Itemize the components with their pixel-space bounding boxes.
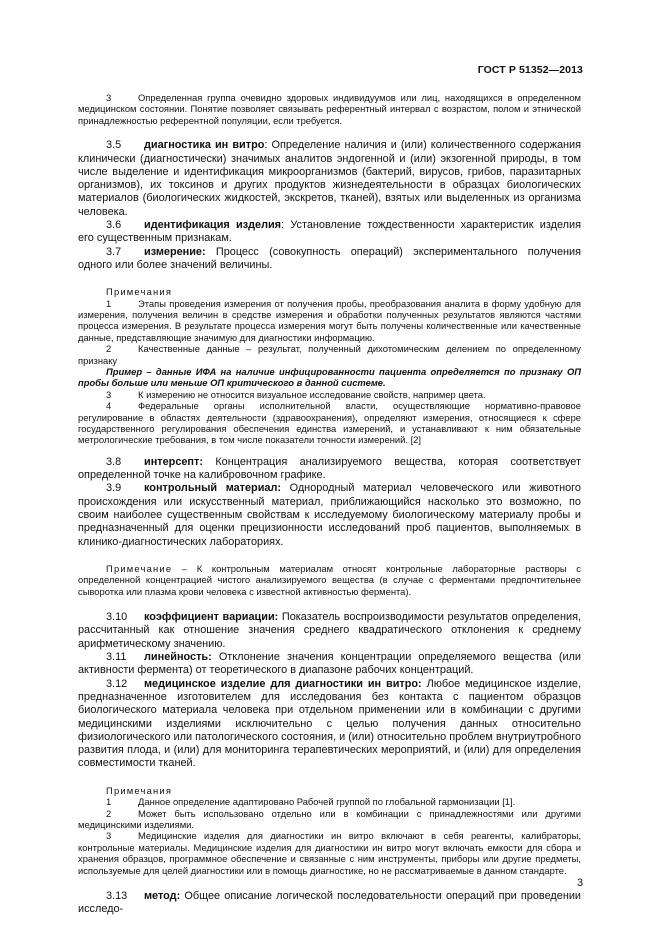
term-3-8 [78, 456, 581, 483]
term-name: измерение: [144, 245, 206, 258]
single-note-text: – К контрольным материалам относят контрольные лабораторные растворы с определенной концентрацией чистого анализируемого вещества (в случае с ферментами предпочтительнее сыворотка или плазма крови человека с известной активностью фермента). [78, 562, 581, 597]
term-definition: Однородный материал человеческого или животного происхождения или искусственный материал, приближающийся насколько это возможно, по своим наиболее существенным свойствам к исследуемому биологическому материалу пробы и предназначенный для оценки прецизионности исследований проб пациентов, выполняемых в клинико-диагностических лабораториях. [78, 482, 581, 548]
notes-heading-1: Примечания [106, 286, 173, 298]
note-text: Качественные данные – результат, полученный дихотомическим делением по определенному признаку [78, 343, 581, 366]
term-number: 3.12 [106, 677, 128, 690]
term-definition: Показатель воспроизводимости результатов определения, рассчитанный как отношение значения среднего квадратического отклонения к среднему арифметическому значению. [78, 611, 581, 650]
standard-header: ГОСТ Р 51352—2013 [477, 64, 583, 76]
note-1-3 [78, 389, 581, 400]
term-3-9 [78, 482, 581, 548]
term-3-10 [78, 611, 581, 651]
term-definition: Концентрация анализируемого вещества, которая соответствует определенной точке на калибровочном графике. [78, 455, 581, 482]
note-number: 4 [106, 400, 112, 412]
term-number: 3.11 [106, 651, 127, 664]
term-number: 3.10 [106, 611, 128, 624]
term-name: линейность: [144, 651, 212, 664]
term-name: коэффициент вариации: [144, 611, 279, 624]
term-name: медицинское изделие для диагностики ин витро: [144, 677, 422, 690]
note-text: Федеральные органы исполнительной власти, осуществляющие нормативно-правовое регулирование в областях деятельности (здравоохранения), определяют измерения, относящиеся к сфере государственного регулирования обеспечения единства измерений, и устанавливают к ним обязательные метрологические требования, в том числе показатели точности измерений. [2] [78, 400, 581, 446]
note-2-3 [78, 830, 581, 876]
intro-note [78, 92, 581, 126]
term-definition: Отклонение значения концентрации определяемого вещества (или активности фермента) от теоретического в диапазоне рабочих концентраций. [78, 651, 581, 677]
note-1-4 [78, 400, 581, 446]
term-definition: : Определение наличия и (или) количественного содержания клинически (диагностически) значимых аналитов эндогенной и (или) экзогенной природы, в том числе выделение и идентификация микроорганизмов (бактерий, вирусов, грибов, паразитарных организмов), их токсинов и других продуктов жизнедеятельности в образцах биологических материалов (биологических жидкостей, экскретов, тканей), взятых или выделенных из организма человека. [78, 139, 582, 218]
note-number: 2 [106, 807, 112, 819]
note-1-2 [78, 343, 581, 366]
note-2-2 [78, 808, 581, 831]
note-number: 2 [106, 343, 112, 355]
term-name: интерсепт: [144, 455, 203, 468]
note-number: 3 [106, 830, 112, 842]
term-3-13 [78, 890, 581, 917]
term-number: 3.5 [106, 139, 122, 152]
note-text: Может быть использовано отдельно или в комбинации с принадлежностями или другими медицинскими изделиями. [78, 807, 581, 830]
note-text: Данное определение адаптировано Рабочей группой по глобальной гармонизации [1]. [138, 796, 516, 808]
document-body [78, 92, 581, 917]
notes-heading-2: Примечания [106, 784, 173, 796]
term-3-12 [78, 678, 581, 771]
term-number: 3.6 [106, 219, 122, 231]
intro-note-number: 3 [106, 92, 112, 103]
term-3-11 [78, 651, 581, 678]
note-number: 3 [106, 388, 112, 400]
single-note-heading: Примечание [106, 562, 173, 574]
note-2-1 [78, 796, 581, 807]
intro-note-text: Определенная группа очевидно здоровых индивидуумов или лиц, находящихся в определенном медицинском состоянии. Понятие позволяет связывать референтный интервал с возрастом, полом и этнической принадлежностью референтной популяции, если требуется. [78, 92, 581, 126]
term-3-6 [78, 219, 581, 246]
term-name: контрольный материал: [144, 482, 281, 495]
term-3-5 [78, 139, 581, 219]
note-example: Пример – данные ИФА на наличие инфицированности пациента определяется по признаку ОП пробы больше или меньше ОП критического в данной системе. [78, 366, 581, 389]
note-text: Этапы проведения измерения от получения пробы, преобразования аналита в форму удобную для измерения, получения величин в средстве измерения и обработки полученных результатов являются частями процесса измерения. В результате процесса измерения могут быть получены количественные или качественные данные, представляющие значимую для диагностики информацию. [78, 297, 581, 343]
note-text: К измерению не относится визуальное исследование свойств, например цвета. [138, 388, 486, 400]
term-name: метод: [144, 889, 181, 902]
page-number: 3 [576, 877, 583, 889]
term-number: 3.13 [106, 889, 128, 902]
term-name: идентификация изделия [144, 219, 282, 231]
term-definition: : Установление тождественности характеристик изделия его существенным признакам. [78, 219, 581, 245]
term-number: 3.7 [106, 245, 122, 258]
term-definition: Любое медицинское изделие, предназначенное изготовителем для исследования без контакта с пациентом образцов биологического материала человека при отдельном применении или в комбинации с другими медицинскими изделиями исключительно с целью получения данных относительно физиологического или патологического состояния, и (или) относительно проблем внутриутробного развития плода, и (или) для мониторинга терапевтических мероприятий, и (или) для определения совместимости тканей. [78, 677, 581, 770]
note-number: 1 [106, 297, 112, 309]
term-definition: Общее описание логической последовательности операций при проведении исследо- [78, 889, 581, 916]
single-note [78, 563, 581, 597]
term-name: диагностика ин витро [144, 139, 265, 152]
note-1-1 [78, 298, 581, 344]
note-number: 1 [106, 796, 112, 808]
note-text: Медицинские изделия для диагностики ин витро включают в себя реагенты, калибраторы, контрольные материалы. Медицинские изделия для диагностики ин витро могут включать емкости для сбора и хранения образцов, программное обеспечение и связанные с ним инструменты, приборы или другие предметы, используемые для целей диагностики или в помощь диагностике, но не рассматриваемые в данном стандарте. [78, 830, 581, 876]
term-definition: Процесс (совокупность операций) экспериментального получения одного или более значений величины. [78, 245, 581, 271]
term-number: 3.8 [106, 455, 122, 468]
term-3-7 [78, 246, 581, 273]
term-number: 3.9 [106, 482, 122, 495]
